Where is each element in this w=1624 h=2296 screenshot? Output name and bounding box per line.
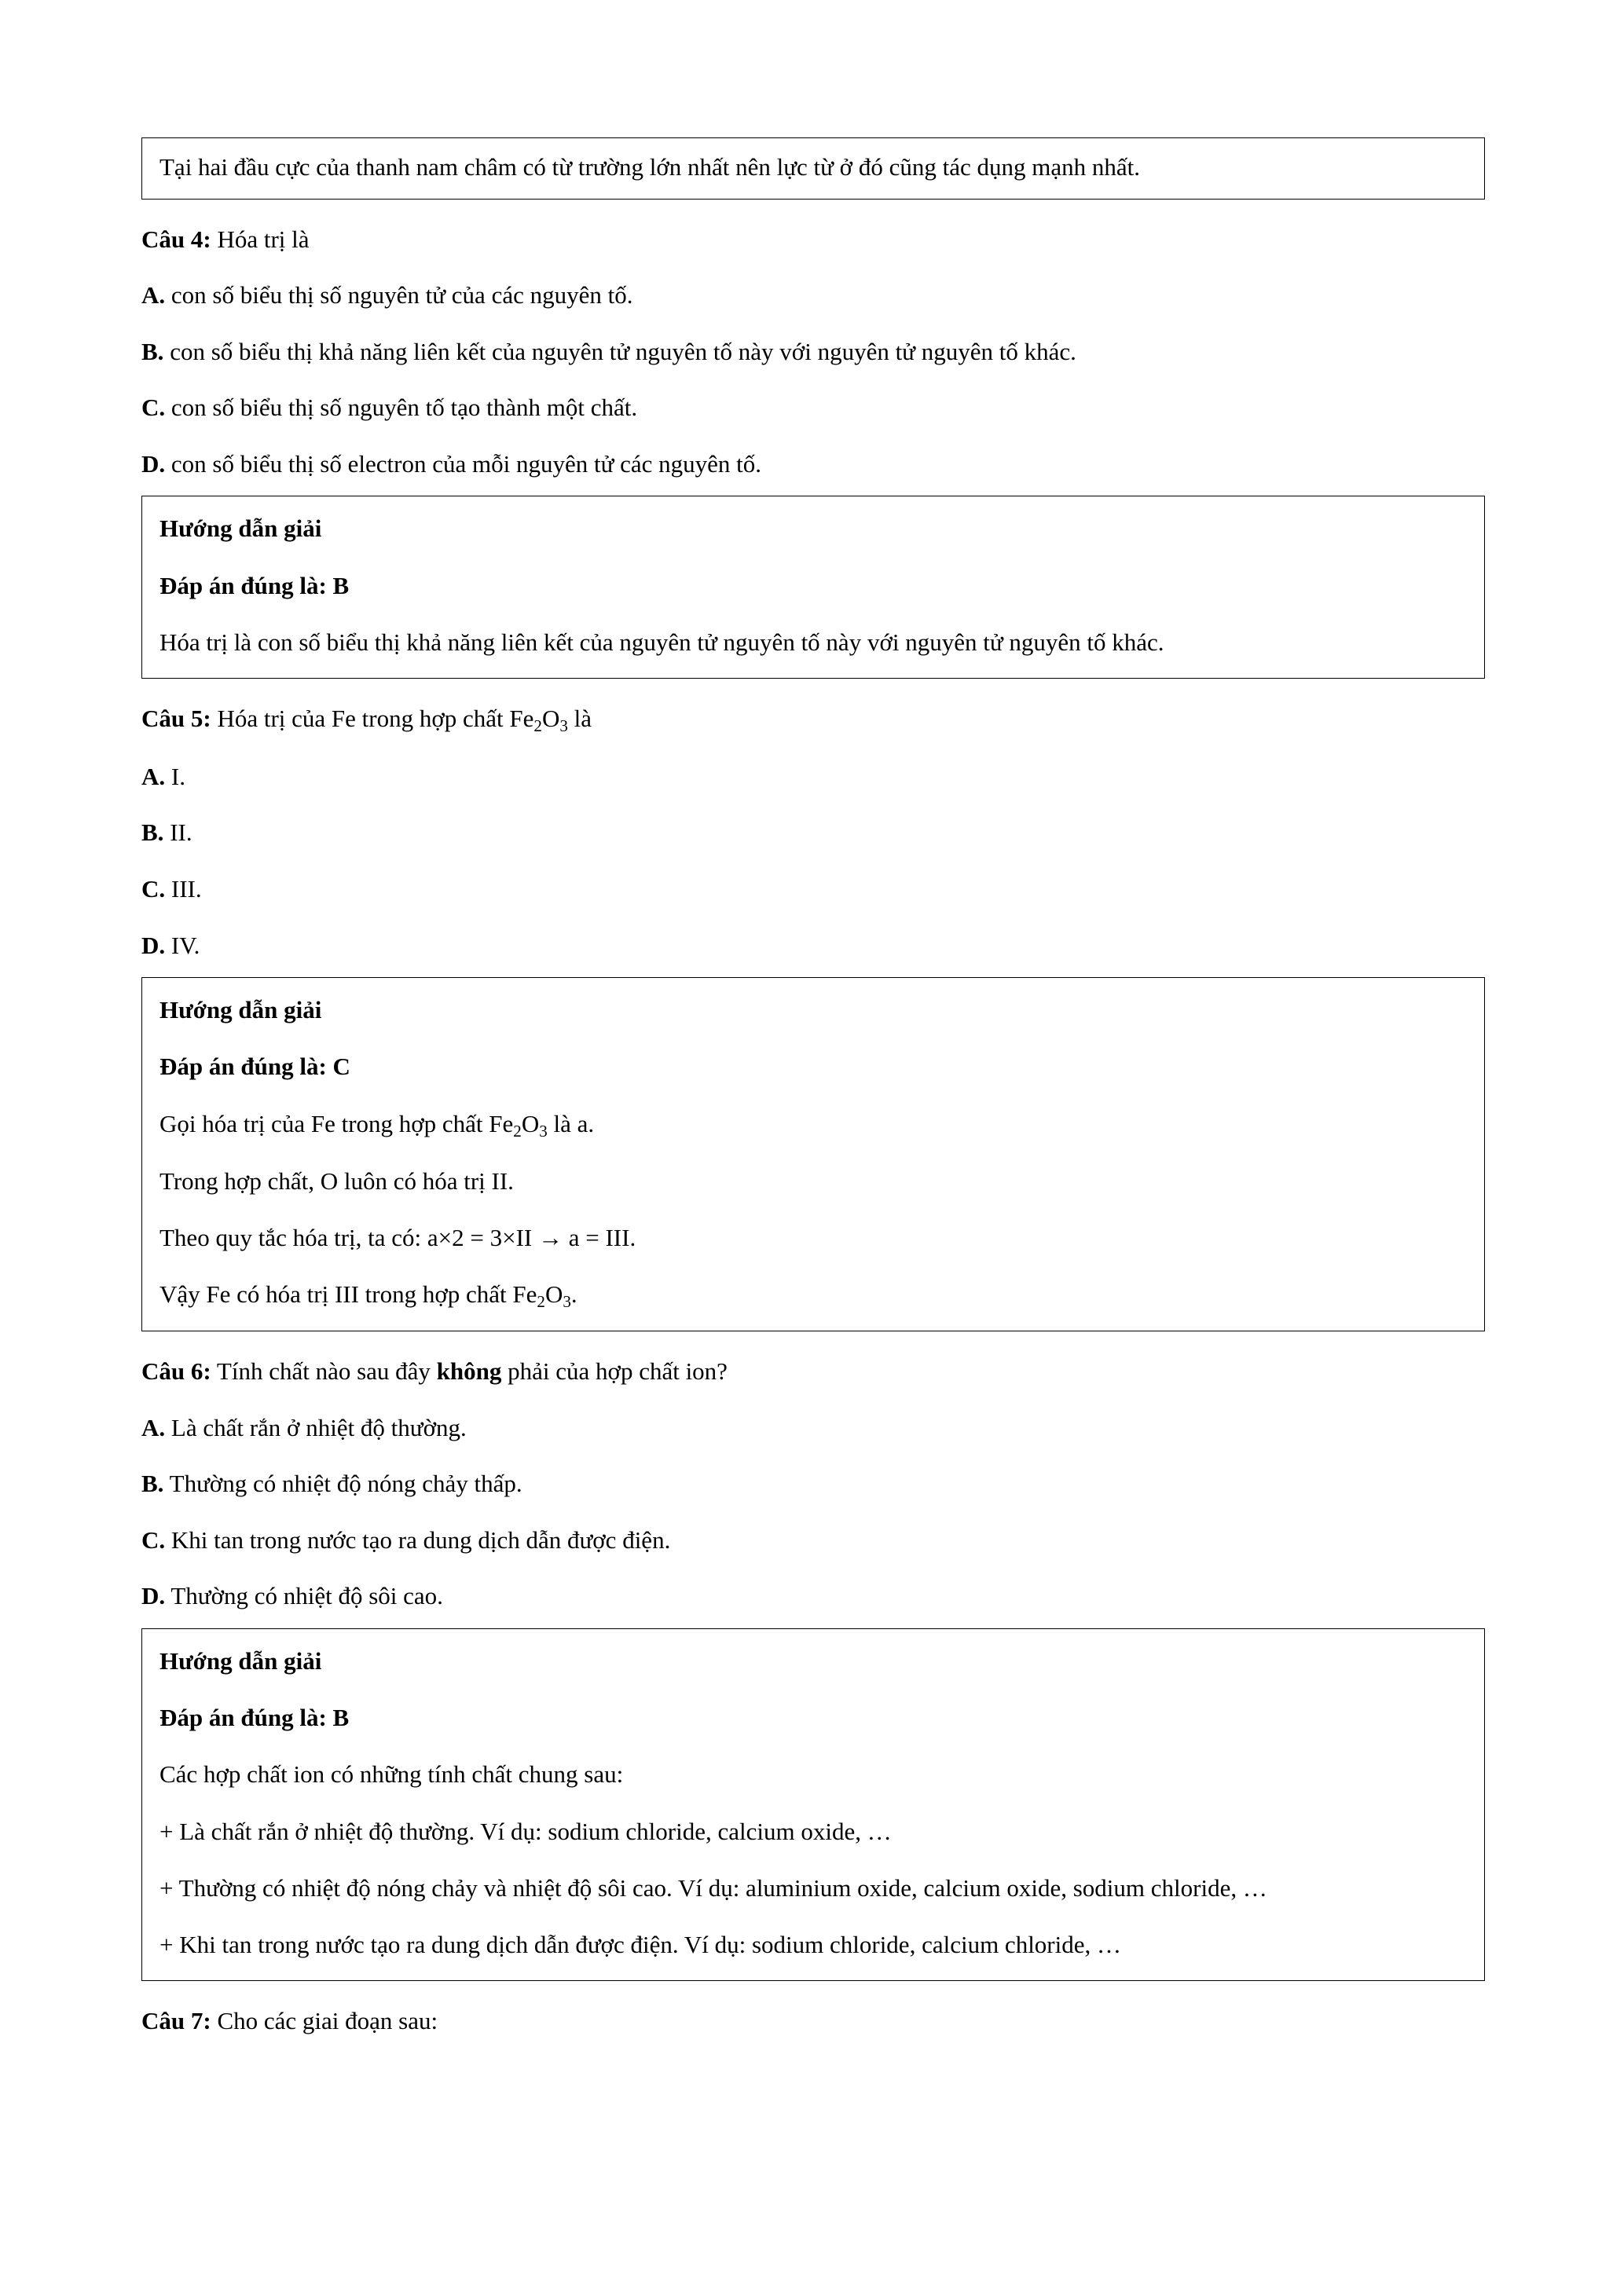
solution-line-3: Theo quy tắc hóa trị, ta có: a×2 = 3×II → a = III. <box>159 1223 636 1251</box>
option-text: con số biểu thị số nguyên tố tạo thành một chất. <box>165 394 638 422</box>
question-6-option-d <box>141 1576 1485 1616</box>
option-letter: A. <box>141 1413 166 1441</box>
question-5-option-d <box>141 926 1485 965</box>
solution-line-3: + Thường có nhiệt độ nóng chảy và nhiệt độ sôi cao. Ví dụ: aluminium oxide, calcium oxide, sodium chloride, … <box>159 1873 1267 1902</box>
solution-line-2: Trong hợp chất, O luôn có hóa trị II. <box>159 1166 514 1195</box>
option-letter: B. <box>141 818 164 847</box>
question-7-stem <box>141 2001 1485 2041</box>
solution-answer: Đáp án đúng là: B <box>159 571 350 599</box>
question-5-stem-pre: Hóa trị của Fe trong hợp chất Fe <box>211 705 534 733</box>
option-letter: D. <box>141 1582 166 1610</box>
option-letter: C. <box>141 1525 166 1554</box>
question-6-option-c <box>141 1521 1485 1560</box>
option-text: con số biểu thị khả năng liên kết của nguyên tử nguyên tố này với nguyên tử nguyên tố khác. <box>163 337 1076 365</box>
question-5-stem-post: là <box>567 705 592 733</box>
option-letter: B. <box>141 1470 164 1498</box>
option-text: III. <box>165 874 202 903</box>
option-letter: D. <box>141 449 166 478</box>
option-text: con số biểu thị số electron của mỗi nguyên tử các nguyên tố. <box>165 449 762 478</box>
top-note-text: Tại hai đầu cực của thanh nam châm có từ trường lớn nhất nên lực từ ở đó cũng tác dụng mạnh nhất. <box>159 153 1140 181</box>
option-text: Khi tan trong nước tạo ra dung dịch dẫn được điện. <box>165 1525 671 1554</box>
option-text: II. <box>163 818 192 847</box>
question-6-solution-box <box>141 1628 1485 1981</box>
question-6-label: Câu 6: <box>141 1357 211 1386</box>
solution-line-4: Vậy Fe có hóa trị III trong hợp chất $Fe_2O_3$. <box>159 1280 577 1311</box>
question-5-solution-box <box>141 977 1485 1331</box>
question-6-stem <box>141 1352 1485 1391</box>
option-letter: C. <box>141 874 166 903</box>
question-7-stem-text: Cho các giai đoạn sau: <box>211 2007 438 2035</box>
question-5-option-a <box>141 757 1485 796</box>
option-text: IV. <box>165 931 200 959</box>
option-text: Thường có nhiệt độ sôi cao. <box>165 1582 443 1610</box>
question-4-option-c <box>141 388 1485 427</box>
page-content <box>141 137 1485 2041</box>
question-4-option-d <box>141 445 1485 484</box>
solution-heading: Hướng dẫn giải <box>159 996 322 1024</box>
subscript: 3 <box>563 1291 571 1311</box>
question-5-option-c <box>141 870 1485 909</box>
option-letter: D. <box>141 931 166 959</box>
option-text: con số biểu thị số nguyên tử của các nguyên tố. <box>165 281 633 309</box>
question-6-stem-pre: Tính chất nào sau đây <box>211 1357 437 1386</box>
question-6-stem-post: phải của hợp chất ion? <box>501 1357 728 1386</box>
solution-heading: Hướng dẫn giải <box>159 514 322 543</box>
solution-heading: Hướng dẫn giải <box>159 1647 322 1675</box>
question-6-option-a <box>141 1408 1485 1448</box>
question-6-option-b <box>141 1464 1485 1503</box>
question-5-stem-mid: O <box>541 705 560 733</box>
solution-line-1: Các hợp chất ion có những tính chất chung sau: <box>159 1760 624 1789</box>
solution-line-1: Gọi hóa trị của Fe trong hợp chất $Fe_2O_3$ là a. <box>159 1109 595 1141</box>
subscript: 2 <box>513 1121 522 1141</box>
option-letter: B. <box>141 337 164 365</box>
question-4-option-b <box>141 332 1485 372</box>
question-4-option-a <box>141 276 1485 315</box>
question-4-label: Câu 4: <box>141 225 211 253</box>
solution-line: Hóa trị là con số biểu thị khả năng liên kết của nguyên tử nguyên tố này với nguyên tử nguyên tố khác. <box>159 628 1164 656</box>
question-4-stem-text: Hóa trị là <box>211 225 310 253</box>
option-letter: A. <box>141 281 166 309</box>
option-letter: C. <box>141 394 166 422</box>
question-6-stem-emphasis: không <box>436 1357 502 1386</box>
subscript: 2 <box>533 716 542 736</box>
solution-line-4: + Khi tan trong nước tạo ra dung dịch dẫn được điện. Ví dụ: sodium chloride, calcium chloride, … <box>159 1931 1122 1959</box>
question-4-stem <box>141 220 1485 259</box>
solution-answer: Đáp án đúng là: B <box>159 1704 350 1732</box>
top-note-box <box>141 137 1485 200</box>
question-5-option-b <box>141 813 1485 852</box>
question-4-solution-box <box>141 496 1485 679</box>
subscript: 3 <box>559 716 568 736</box>
option-text: I. <box>165 762 185 790</box>
question-5-label: Câu 5: <box>141 705 211 733</box>
question-7-label: Câu 7: <box>141 2007 211 2035</box>
question-5-stem <box>141 699 1485 740</box>
solution-answer: Đáp án đúng là: C <box>159 1053 350 1081</box>
subscript: 3 <box>539 1121 548 1141</box>
solution-line-2: + Là chất rắn ở nhiệt độ thường. Ví dụ: sodium chloride, calcium oxide, … <box>159 1817 892 1845</box>
option-text: Là chất rắn ở nhiệt độ thường. <box>165 1413 467 1441</box>
subscript: 2 <box>537 1291 545 1311</box>
option-letter: A. <box>141 762 166 790</box>
option-text: Thường có nhiệt độ nóng chảy thấp. <box>163 1470 522 1498</box>
